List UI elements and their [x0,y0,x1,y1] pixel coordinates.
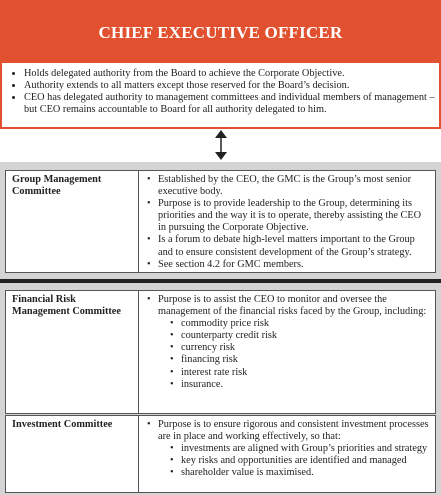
risk-item: • financing risk [170,354,429,366]
gmc-bullet: • Is a forum to debate high-level matters important to the Group and to ensure consistent development of the Group’s strategy. [147,234,429,258]
double-arrow-icon [210,130,232,160]
gmc-label: Group Management Committee [6,171,139,272]
risk-item: • interest rate risk [170,367,429,379]
frmc-intro: • Purpose is to assist the CEO to monitor and oversee the management of the financial risks faced by the Group, including: • commodity price risk • counterparty credit risk • currency risk • financing risk • interest rate risk • insurance. [147,294,429,391]
ic-intro: • Purpose is to ensure rigorous and consistent investment processes are in place and working effectively, so that: • investments are aligned with Group’s priorities and strategy • key risks and opportunities are identified and managed • shareholder value is maximised. [147,419,429,479]
ceo-header [2,2,439,63]
ceo-bullet: • CEO has delegated authority to management committees and individual members of management – but CEO remains accountable to Board for all authority delegated to him. [24,92,435,116]
gmc-row [5,170,436,273]
frmc-label: Financial Risk Management Committee [6,291,139,413]
risk-item: • insurance. [170,379,429,391]
ceo-bullet-list [2,68,439,116]
risk-item: • commodity price risk [170,318,429,330]
ic-item: • key risks and opportunities are identified and managed [170,455,429,467]
committees-panel [0,162,441,495]
gmc-description [139,171,435,272]
ic-label: Investment Committee [6,416,139,492]
gmc-bullet: • See section 4.2 for GMC members. [147,259,429,271]
ic-row [5,415,436,493]
gmc-bullet: • Established by the CEO, the GMC is the Group’s most senior executive body. [147,174,429,198]
frmc-row [5,290,436,414]
ceo-box [0,0,441,129]
gmc-bullet: • Purpose is to provide leadership to the Group, determining its priorities and the way it is to operate, thereby assisting the CEO in pursuing the Corporate Objective. [147,198,429,234]
risk-item: • counterparty credit risk [170,330,429,342]
ic-item: • investments are aligned with Group’s priorities and strategy [170,443,429,455]
ic-item: • shareholder value is maximised. [170,467,429,479]
section-divider [0,279,441,283]
ceo-title: CHIEF EXECUTIVE OFFICER [98,22,343,42]
ic-description [139,416,435,492]
frmc-description [139,291,435,413]
risk-item: • currency risk [170,342,429,354]
ceo-bullet: • Authority extends to all matters except those reserved for the Board’s decision. [24,80,435,92]
ceo-bullet: • Holds delegated authority from the Board to achieve the Corporate Objective. [24,68,435,80]
